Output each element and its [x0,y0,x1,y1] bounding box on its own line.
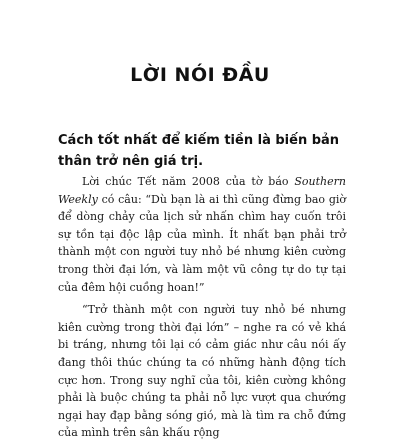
publication-name: Southern Weekly [58,175,346,206]
body-text [58,173,346,448]
page-title: LỜI NÓI ĐẦU [130,64,270,86]
paragraph-1 [58,173,346,296]
lead-statement: Cách tốt nhất để kiếm tiền là biến bản thân trở nên giá trị. [58,133,340,169]
paragraph-1-intro: Lời chúc Tết năm 2008 của tờ báo [82,175,295,188]
paragraph-1-quote: có câu: “Dù bạn là ai thì cũng đừng bao giờ để dòng chảy của lịch sử nhấn chìm hay cuốn trôi sự tồn tại độc lập của mình. Ít nhất bạn phải trở thành một con người tuy nhỏ bé nhưng kiên cường trong thời đại lớn, và làm một vũ công tự do tự tại của đêm hội cuồng hoan!” [58,192,346,294]
paragraph-2: “Trở thành một con người tuy nhỏ bé nhưng kiên cường trong thời đại lớn” – nghe ra có vẻ khá bi tráng, nhưng tôi lại có cảm giác như câu nói ấy đang thôi thúc chúng ta có những hành động tích cực hơn. Trong suy nghĩ của tôi, kiên cường không phải là buộc chúng ta phải nỗ lực vượt qua chướng ngại hay đạp bằng sóng gió, mà là tìm ra chỗ đứng của mình trên sân khấu rộng [58,303,346,440]
